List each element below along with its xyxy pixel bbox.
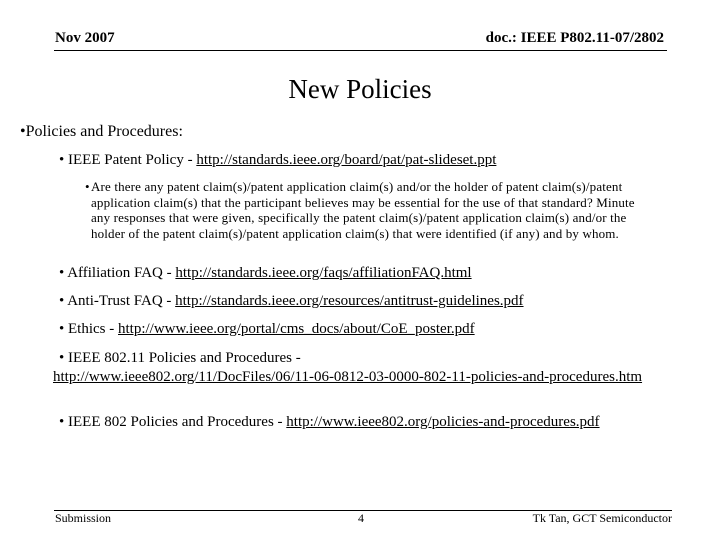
patent-policy-label: IEEE Patent Policy - bbox=[68, 152, 197, 168]
header-doc-id: doc.: IEEE P802.11-07/2802 bbox=[485, 30, 664, 46]
p802-item bbox=[59, 413, 639, 432]
policies-heading bbox=[20, 123, 183, 141]
antitrust-item bbox=[59, 293, 524, 310]
footer-page-number: 4 bbox=[358, 511, 364, 525]
slide-title: New Policies bbox=[288, 74, 432, 104]
p802-label: IEEE 802 Policies and Procedures - bbox=[68, 414, 287, 430]
bullet: • bbox=[59, 293, 65, 309]
affiliation-item bbox=[59, 265, 472, 282]
policies-label: Policies and Procedures: bbox=[25, 123, 183, 140]
affiliation-label: Affiliation FAQ - bbox=[67, 265, 176, 281]
bullet: • bbox=[59, 265, 65, 281]
p80211-item bbox=[53, 349, 649, 386]
p80211-link[interactable]: http://www.ieee802.org/11/DocFiles/06/11-06-0812-03-0000-802-11-policies-and-procedures.htm bbox=[53, 368, 643, 385]
patent-question bbox=[85, 179, 656, 241]
bullet: • bbox=[20, 123, 26, 140]
p80211-label: IEEE 802.11 Policies and Procedures - bbox=[68, 350, 301, 366]
antitrust-link[interactable]: http://standards.ieee.org/resources/antitrust-guidelines.pdf bbox=[175, 293, 524, 309]
bullet: • bbox=[59, 350, 65, 366]
header-date: Nov 2007 bbox=[55, 30, 115, 46]
ethics-item bbox=[59, 321, 475, 338]
ethics-label: Ethics - bbox=[68, 321, 119, 337]
p802-link[interactable]: http://www.ieee802.org/policies-and-procedures.pdf bbox=[286, 414, 600, 430]
header-rule bbox=[54, 50, 667, 51]
footer-submission: Submission bbox=[55, 511, 112, 525]
patent-question-text: Are there any patent claim(s)/patent application claim(s) and/or the holder of patent claim(s)/patent application claim(s) that the participant believes may be essential for the use of that standard? Minute any responses that were given, specifically the patent claim(s)/patent application claim(s) and/or the holder of the patent claim(s)/patent application claim(s) that were identified (if any) and by whom. bbox=[91, 179, 635, 241]
bullet: • bbox=[59, 414, 65, 430]
affiliation-link[interactable]: http://standards.ieee.org/faqs/affiliationFAQ.html bbox=[175, 265, 472, 281]
antitrust-label: Anti-Trust FAQ - bbox=[67, 293, 176, 309]
bullet: • bbox=[59, 152, 65, 168]
bullet: • bbox=[59, 321, 65, 337]
footer-author: Tk Tan, GCT Semiconductor bbox=[532, 511, 672, 525]
patent-policy-link[interactable]: http://standards.ieee.org/board/pat/pat-slideset.ppt bbox=[196, 152, 497, 168]
ethics-link[interactable]: http://www.ieee.org/portal/cms_docs/about/CoE_poster.pdf bbox=[118, 321, 475, 337]
bullet: • bbox=[85, 179, 90, 194]
patent-policy-item bbox=[59, 152, 496, 169]
